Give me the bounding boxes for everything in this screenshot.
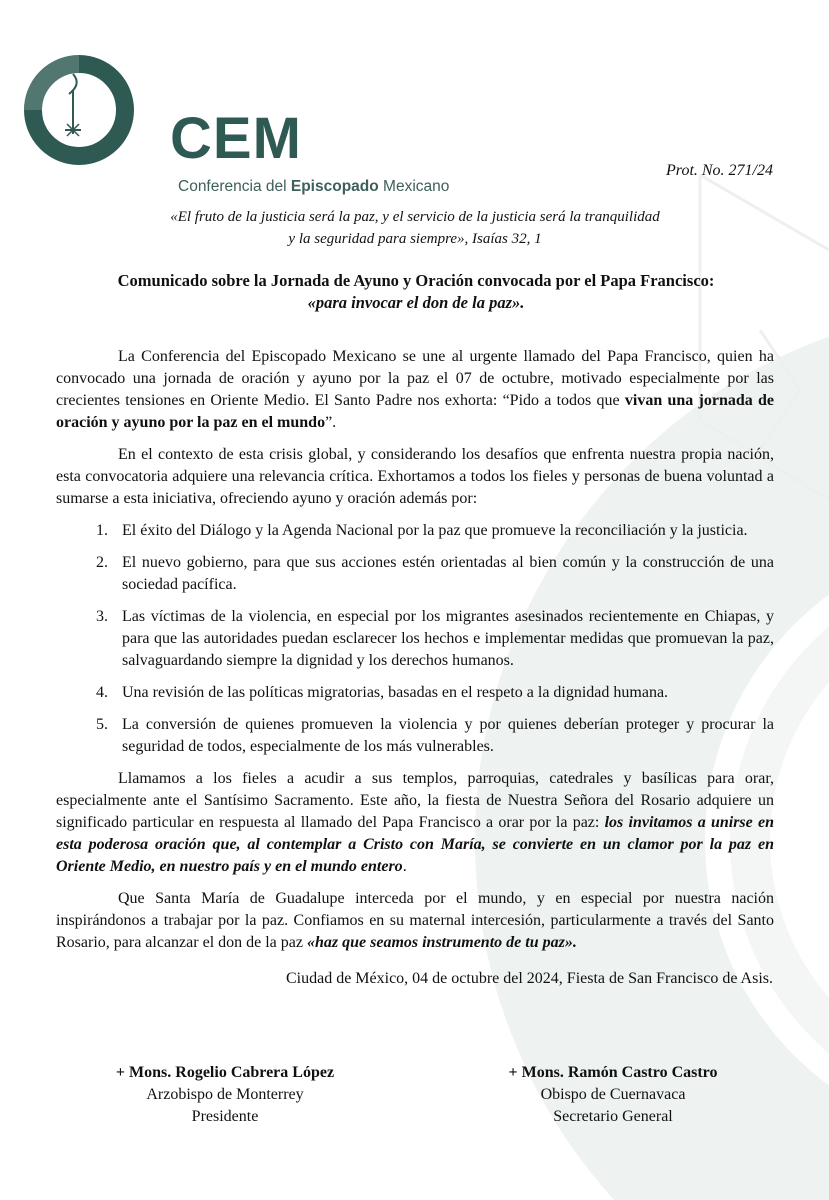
list-item-text: Una revisión de las políticas migratorias, basadas en el respeto a la dignidad humana. xyxy=(122,684,669,701)
list-item xyxy=(56,682,774,704)
signature-block-president xyxy=(90,1062,360,1128)
list-item-text: Las víctimas de la violencia, en especial por los migrantes asesinados recientemente en Chiapas, y para que las autoridades puedan esclarecer los hechos e implementar medidas que promuevan la paz, salvaguardando siempre la dignidad y los derechos humanos. xyxy=(122,608,774,669)
list-item-text: La conversión de quienes promueven la violencia y por quienes deberían proteger y procurar la seguridad de todos, especialmente de los más vulnerables. xyxy=(122,716,774,755)
epigraph xyxy=(100,206,730,250)
logo-name-prefix: Conferencia del xyxy=(178,178,291,195)
list-item xyxy=(56,606,774,672)
paragraph-3 xyxy=(56,768,774,878)
signatory-office: Presidente xyxy=(191,1108,259,1125)
signatory-name: + Mons. Rogelio Cabrera López xyxy=(115,1064,335,1081)
signatory-office: Secretario General xyxy=(553,1108,673,1125)
paragraph-4 xyxy=(56,888,774,954)
signature-block-secretary xyxy=(478,1062,748,1128)
list-item-number: 4. xyxy=(96,684,108,701)
logo-name-bold: Episcopado xyxy=(290,178,379,195)
list-item-text: El nuevo gobierno, para que sus acciones estén orientadas al bien común y la construcción de una sociedad pacífica. xyxy=(122,554,774,593)
paragraph-3-emphasis: los invitamos a unirse en esta poderosa oración que, al contemplar a Cristo con María, se convierte en un clamor por la paz en Oriente Medio, en nuestro país y en el mundo entero xyxy=(56,814,774,875)
logo-acronym: CEM xyxy=(170,106,302,171)
protocol-number: Prot. No. 271/24 xyxy=(666,162,773,179)
paragraph-4-emphasis: «haz que seamos instrumento de tu paz». xyxy=(306,934,577,951)
list-item xyxy=(56,552,774,596)
list-item-number: 5. xyxy=(96,716,108,733)
document-title xyxy=(60,270,772,314)
signatory-role: Arzobispo de Monterrey xyxy=(146,1086,304,1103)
paragraph-1 xyxy=(56,346,774,434)
list-item xyxy=(56,714,774,758)
list-item-number: 3. xyxy=(96,608,108,625)
petition-list xyxy=(56,520,774,758)
signatory-role: Obispo de Cuernavaca xyxy=(540,1086,686,1103)
document-body xyxy=(56,346,774,964)
cem-emblem-icon xyxy=(22,50,140,168)
epigraph-line-1: «El fruto de la justicia será la paz, y el servicio de la justicia será la tranquilidad xyxy=(170,209,660,225)
title-line-2: «para invocar el don de la paz». xyxy=(307,293,525,312)
logo-name-suffix: Mexicano xyxy=(378,178,450,195)
list-item-number: 1. xyxy=(96,522,108,539)
paragraph-4-text: Que Santa María de Guadalupe interceda por el mundo, y en especial por nuestra nación inspirándonos a trabajar por la paz. Confiamos en su maternal intercesión, particularmente a través del Santo Rosario, para alcanzar el don de la paz xyxy=(56,890,774,951)
place-and-date: Ciudad de México, 04 de octubre del 2024, Fiesta de San Francisco de Asis. xyxy=(285,970,773,987)
signatory-name: + Mons. Ramón Castro Castro xyxy=(508,1064,718,1081)
paragraph-3-text: Llamamos a los fieles a acudir a sus templos, parroquias, catedrales y basílicas para orar, especialmente ante el Santísimo Sacramento. Este año, la fiesta de Nuestra Señora del Rosario adquiere un significado particular en respuesta al llamado del Papa Francisco a orar por la paz: xyxy=(56,770,774,831)
paragraph-2: En el contexto de esta crisis global, y considerando los desafíos que enfrenta nuestra propia nación, esta convocatoria adquiere una relevancia crítica. Exhortamos a todos los fieles y personas de buena voluntad a sumarse a esta iniciativa, ofreciendo ayuno y oración además por: xyxy=(56,446,774,507)
paragraph-3-end: . xyxy=(402,858,407,875)
title-line-1: Comunicado sobre la Jornada de Ayuno y Oración convocada por el Papa Francisco: xyxy=(117,271,715,290)
logo-organization-name xyxy=(178,178,449,196)
paragraph-1-text: La Conferencia del Episcopado Mexicano se une al urgente llamado del Papa Francisco, quien ha convocado una jornada de oración y ayuno por la paz el 07 de octubre, motivado especialmente por las crecientes tensiones en Oriente Medio. El Santo Padre nos exhorta: “Pido a todos que xyxy=(56,348,774,409)
epigraph-line-2: y la seguridad para siempre», Isaías 32, 1 xyxy=(288,231,542,247)
paragraph-1-bold: vivan una jornada de oración y ayuno por la paz en el mundo xyxy=(56,392,774,431)
paragraph-1-end: ”. xyxy=(325,414,337,431)
list-item-number: 2. xyxy=(96,554,108,571)
list-item xyxy=(56,520,774,542)
list-item-text: El éxito del Diálogo y la Agenda Nacional por la paz que promueve la reconciliación y la justicia. xyxy=(122,522,748,539)
cem-logo xyxy=(22,50,450,195)
